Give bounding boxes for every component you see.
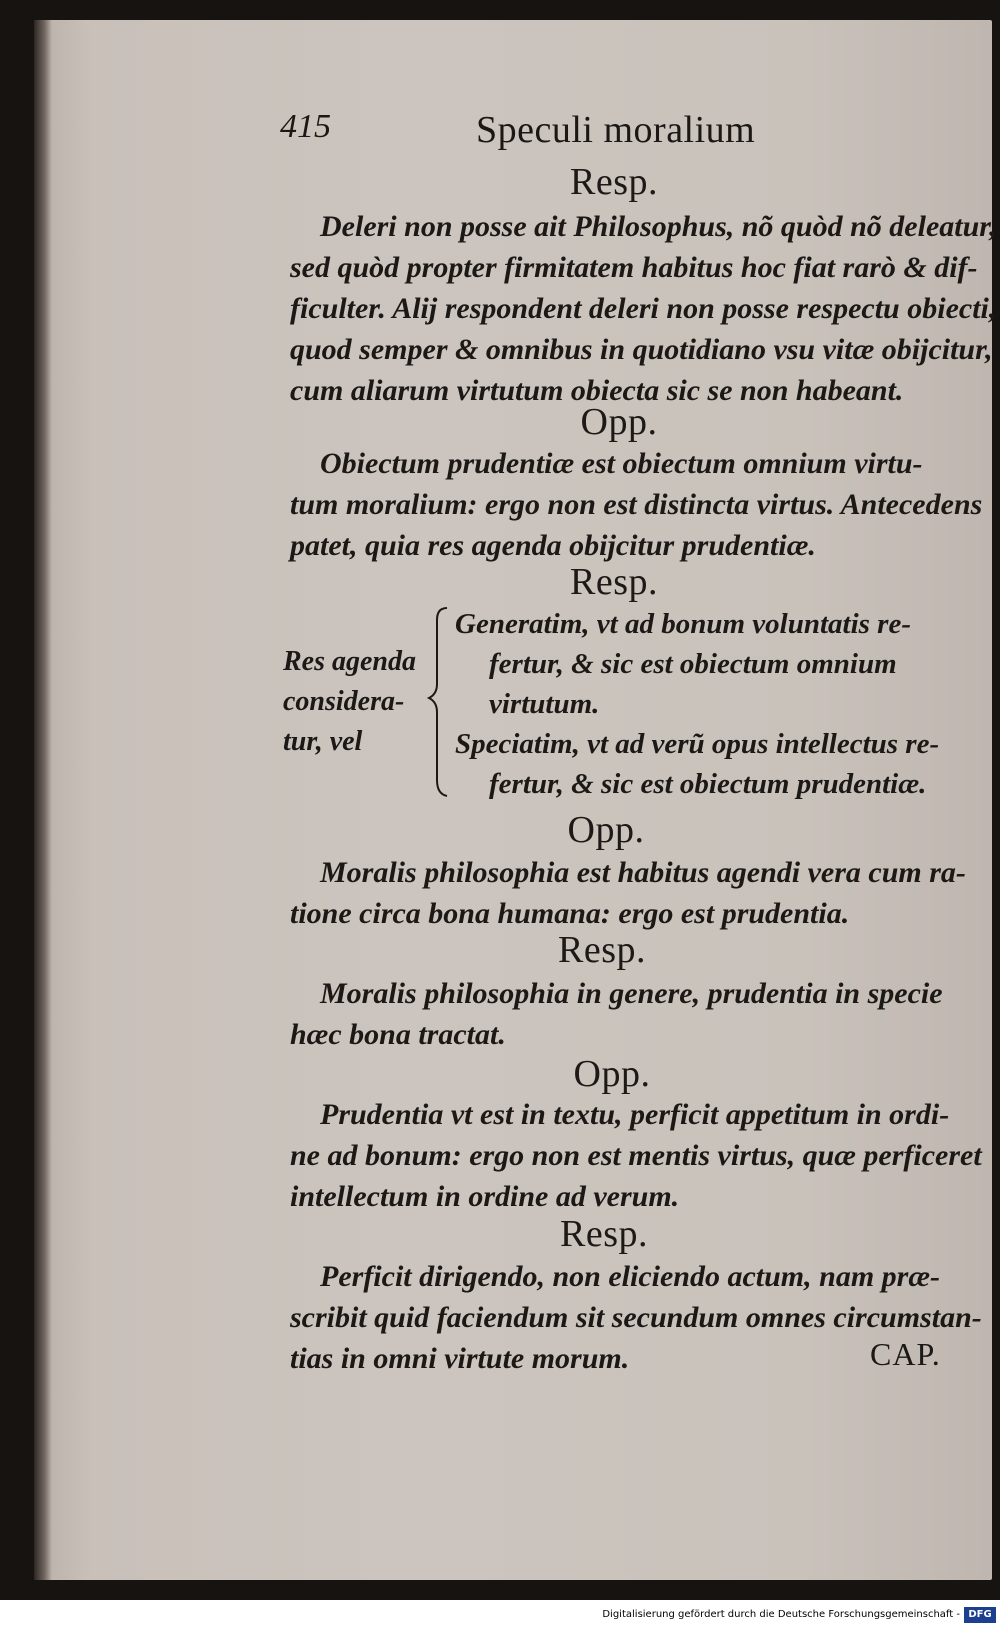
paragraph-1 [290,206,997,411]
text-line: scribit quid faciendum sit secundum omnes circumstan- [290,1301,982,1334]
digitization-footer [0,1602,1000,1631]
division-diagram [283,602,943,807]
text-line: Generatim, vt ad bonum voluntatis re- [455,608,911,640]
text-line: fertur, & sic est obiectum omnium [489,648,897,680]
text-line: tione circa bona humana: ergo est prudentia. [290,897,850,930]
division-label [283,642,423,762]
paragraph-3 [290,852,966,934]
paragraph-4 [290,973,943,1055]
text-line: Prudentia vt est in textu, perficit appetitum in ordi- [320,1098,950,1131]
section-heading-resp: Resp. [570,161,658,203]
paragraph-5 [290,1094,982,1217]
division-branch-speciatim [455,724,945,804]
text-line: cum aliarum virtutum obiecta sic se non habeant. [290,374,904,407]
footer-credit: Digitalisierung gefördert durch die Deutsche Forschungsgemeinschaft - [602,1609,960,1620]
section-heading-resp: Resp. [558,929,646,971]
text-line: Res agenda [283,646,416,677]
text-line: considera- [283,686,405,717]
text-line: tum moralium: ergo non est distincta virtus. Antecedens [290,488,983,521]
text-line: intellectum in ordine ad verum. [290,1180,680,1213]
text-line: tias in omni virtute morum. [290,1342,630,1375]
text-line: fertur, & sic est obiectum prudentiæ. [489,768,927,800]
text-line: Obiectum prudentiæ est obiectum omnium virtu- [320,447,923,480]
catchword: CAP. [870,1336,941,1372]
page-gutter-shadow [34,20,52,1580]
division-branch-generatim [455,604,945,724]
page-header [280,108,980,158]
text-line: patet, quia res agenda obijcitur prudentiæ. [290,529,816,562]
paragraph-2 [290,443,983,566]
text-line: Speciatim, vt ad verũ opus intellectus re- [455,728,940,760]
text-line: hæc bona tractat. [290,1018,506,1051]
text-line: sed quòd propter firmitatem habitus hoc fiat rarò & dif- [290,251,978,284]
text-line: virtutum. [489,688,600,720]
text-line: Perficit dirigendo, non eliciendo actum, nam præ- [320,1260,940,1293]
text-line: Moralis philosophia est habitus agendi vera cum ra- [320,856,966,889]
text-line: Moralis philosophia in genere, prudentia in specie [320,977,943,1010]
text-line: tur, vel [283,726,363,757]
text-line: Deleri non posse ait Philosophus, nõ quòd nõ deleatur, [320,210,997,243]
running-title: Speculi moralium [476,109,756,151]
curly-brace-icon [423,602,453,802]
paragraph-6 [290,1256,982,1379]
section-heading-opp: Opp. [567,809,645,851]
dfg-logo-icon: DFG [964,1607,996,1623]
text-line: ne ad bonum: ergo non est mentis virtus, quæ perficeret [290,1139,982,1172]
text-line: quod semper & omnibus in quotidiano vsu vitæ obijcitur, [290,333,993,366]
page-number: 415 [280,108,331,145]
section-heading-resp: Resp. [560,1213,648,1255]
section-heading-resp: Resp. [570,561,658,603]
section-heading-opp: Opp. [573,1053,651,1095]
text-line: ficulter. Alij respondent deleri non posse respectu obiecti, [290,292,997,325]
section-heading-opp: Opp. [580,401,658,443]
